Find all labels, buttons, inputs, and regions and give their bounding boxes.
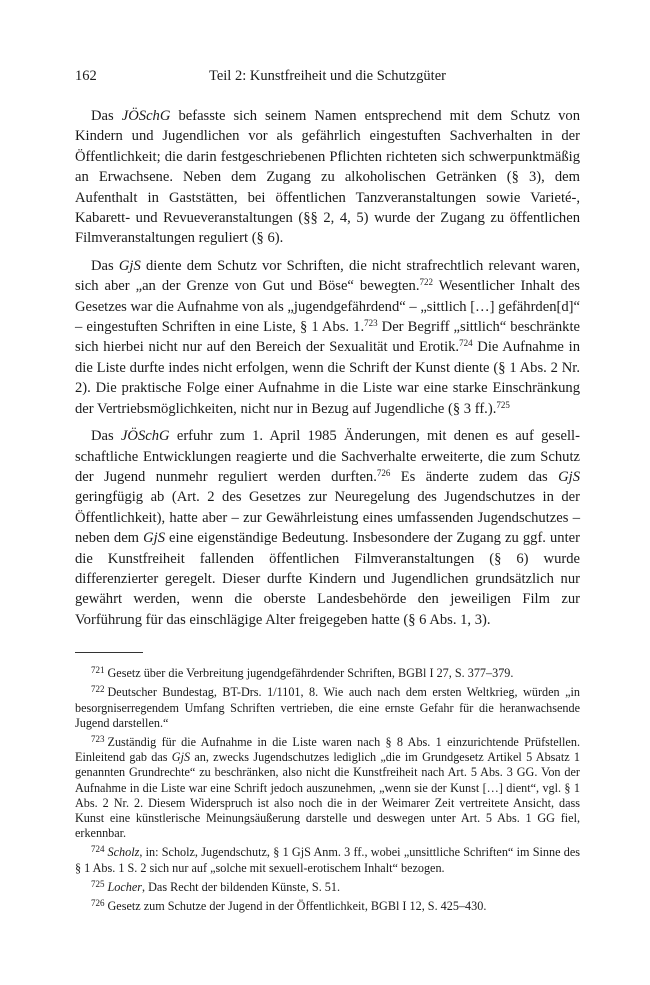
book-page — [75, 68, 580, 915]
footnote-number: 722 — [91, 684, 105, 695]
paragraph — [75, 106, 580, 249]
footnote-reference: 725 — [496, 399, 510, 410]
italic-text: Scholz — [107, 845, 140, 860]
text-run: befasste sich seinem Namen entsprechend mit dem Schutz von Kindern und Jugendlichen vor als gefährlich eingestuften Sachverhalten in der Öffentlichkeit; die darin festgeschriebenen Pflichten richteten sich schwerpunktmäßig an Erwachsene. Neben dem Zugang zu alkoholischen Getränken (§ 3), dem Aufenthalt in Gaststätten, bei öffentlichen Tanzveranstaltungen sowie Varieté-, Kabarett- und Revueveranstaltungen (§§ 2, 4, 5) wurde der Zugang zu öffentlichen Filmveranstaltungen reguliert (§ 6). — [75, 108, 580, 247]
text-run: Die Aufnahme in die Liste durfte indes nicht erfolgen, wenn die Schrift der Kunst diente (§ 1 Abs. 2 Nr. 2). Die praktische Folge einer Aufnahme in die Liste war eine starke Einschränkung der Vertriebsmöglichkeiten, nicht nur in Bezug auf Jugendliche (§ 3 ff.). — [75, 339, 580, 417]
footnote-reference: 723 — [364, 318, 378, 329]
text-run: Deutscher Bundestag, BT-Drs. 1/1101, 8. Wie auch nach dem ersten Weltkrieg, würden „in besorgniserregendem Umfang Schriften vertrieben, die eine ernste Gefahr für die heranwachsende Jugend darstellen.“ — [75, 685, 580, 730]
footnote — [75, 663, 580, 681]
italic-text: GjS — [171, 750, 191, 765]
footnote — [75, 896, 580, 914]
paragraph — [75, 426, 580, 630]
text-run: Das — [91, 257, 119, 274]
footnote-reference: 722 — [419, 277, 433, 288]
text-run: Der Begriff „sittlich“ beschränkte sich hierbei nicht nur auf den Bereich der Sexualität und Erotik. — [75, 319, 580, 356]
italic-text: Locher — [107, 879, 143, 894]
footnote — [75, 682, 580, 731]
italic-text: GjS — [118, 257, 141, 274]
footnote-number: 721 — [91, 665, 105, 676]
text-run: diente dem Schutz vor Schriften, die nicht strafrechtlich relevant waren, sich aber „an der Grenze von Gut und Böse“ bewegten. — [75, 257, 580, 295]
text-run: erfuhr zum 1. April 1985 Änderungen, mit denen es auf gesellschaftliche Entwicklungen reagierte und die Sachverhalte erweiterte, die zum Schutz der Jugend nunmehr reguliert werden durften. — [75, 428, 580, 485]
text-run: an, zwecks Jugendschutzes lediglich „die im Grundgesetz Artikel 5 Absatz 1 genannten Grundrechte“ zu beschränken, also nicht die Kunstfreiheit nach Art. 5 Abs. 3 GG. Von der Aufnahme in die Liste war eine Schrift jedoch auszunehmen, „wenn sie der Kunst […] dient“, vgl. § 1 Abs. 2 Nr. 2. Diesem Widerspruch ist also noch die in der Weimarer Zeit vertreitete Ansicht, dass Kunst eine künstlerische Meinungsäußerung darstelle und deswegen unter Art. 5 Abs. 1 GG fiel, erkennbar. — [75, 750, 580, 841]
text-run: geringfügig ab (Art. 2 des Gesetzes zur Neuregelung des Jugendschutzes in der Öffentlichkeit), hatte aber – zur Gewährleistung eines umfassenden Jugendschutzes – neben dem — [75, 489, 580, 547]
text-run: Es änderte zudem das — [390, 468, 559, 485]
footnote — [75, 732, 580, 841]
italic-text: GjS — [558, 468, 580, 485]
text-run: Zuständig für die Aufnahme in die Liste waren nach § 8 Abs. 1 einzurichtende Prüfstellen. Einleitend gab das — [75, 734, 580, 765]
footnote — [75, 842, 580, 875]
text-run: Gesetz zum Schutze der Jugend in der Öffentlichkeit, BGBl I 12, S. 425–430. — [107, 899, 487, 913]
text-run: Das — [91, 108, 122, 124]
italic-text: JÖSchG — [121, 108, 171, 124]
footnote-number: 723 — [91, 733, 105, 744]
text-run: Das — [91, 428, 121, 445]
running-head: Teil 2: Kunstfreiheit und die Schutzgüter — [209, 68, 446, 84]
text-run: , Das Recht der bildenden Künste, S. 51. — [142, 879, 341, 894]
footnote-reference: 724 — [459, 338, 473, 349]
footnote-number: 724 — [91, 844, 105, 855]
footnote-number: 726 — [91, 898, 105, 908]
paragraph — [75, 256, 580, 419]
footnote-number: 725 — [91, 878, 105, 889]
page-number: 162 — [75, 68, 97, 84]
text-run: Gesetz über die Verbreitung jugendgefährdender Schriften, BGBl I 27, S. 377–379. — [107, 666, 514, 681]
text-run: , in: Scholz, Jugendschutz, § 1 GjS Anm. 3 ff., wobei „unsittliche Schriften“ im Sinne des § 1 Abs. 1 S. 2 sich nur auf „solche mit sexuell-erotischem Inhalt“ bezogen. — [75, 845, 580, 875]
footnote-reference: 726 — [376, 467, 391, 478]
footnote — [75, 877, 580, 895]
text-run: Wesentlicher Inhalt des Gesetzes war die Aufnahme von als „jugendgefährdend“ – „sittlich […] gefährden[d]“ – eingestuften Schriften in eine Liste, § 1 Abs. 1. — [75, 278, 580, 336]
italic-text: JÖSchG — [120, 428, 170, 445]
text-run: eine eigenständige Bedeutung. Insbesondere der Zugang zu ggf. unter die Kunstfreiheit fallenden öffentlichen Filmveranstaltungen (§ 6) wurde differenzierter geregelt. Dieser durfte Kindern und Jugendlichen grundsätzlich nur gewährt werden, wenn die oberste Landesbehörde den jeweiligen Film zur Vorführung für das einschlägige Alter freigegeben hatte (§ 6 Abs. 1, 3). — [75, 530, 580, 628]
italic-text: GjS — [143, 530, 165, 547]
footnote-separator — [75, 652, 143, 653]
page-header — [75, 68, 580, 92]
footnotes — [75, 663, 580, 914]
body-text — [75, 106, 580, 630]
